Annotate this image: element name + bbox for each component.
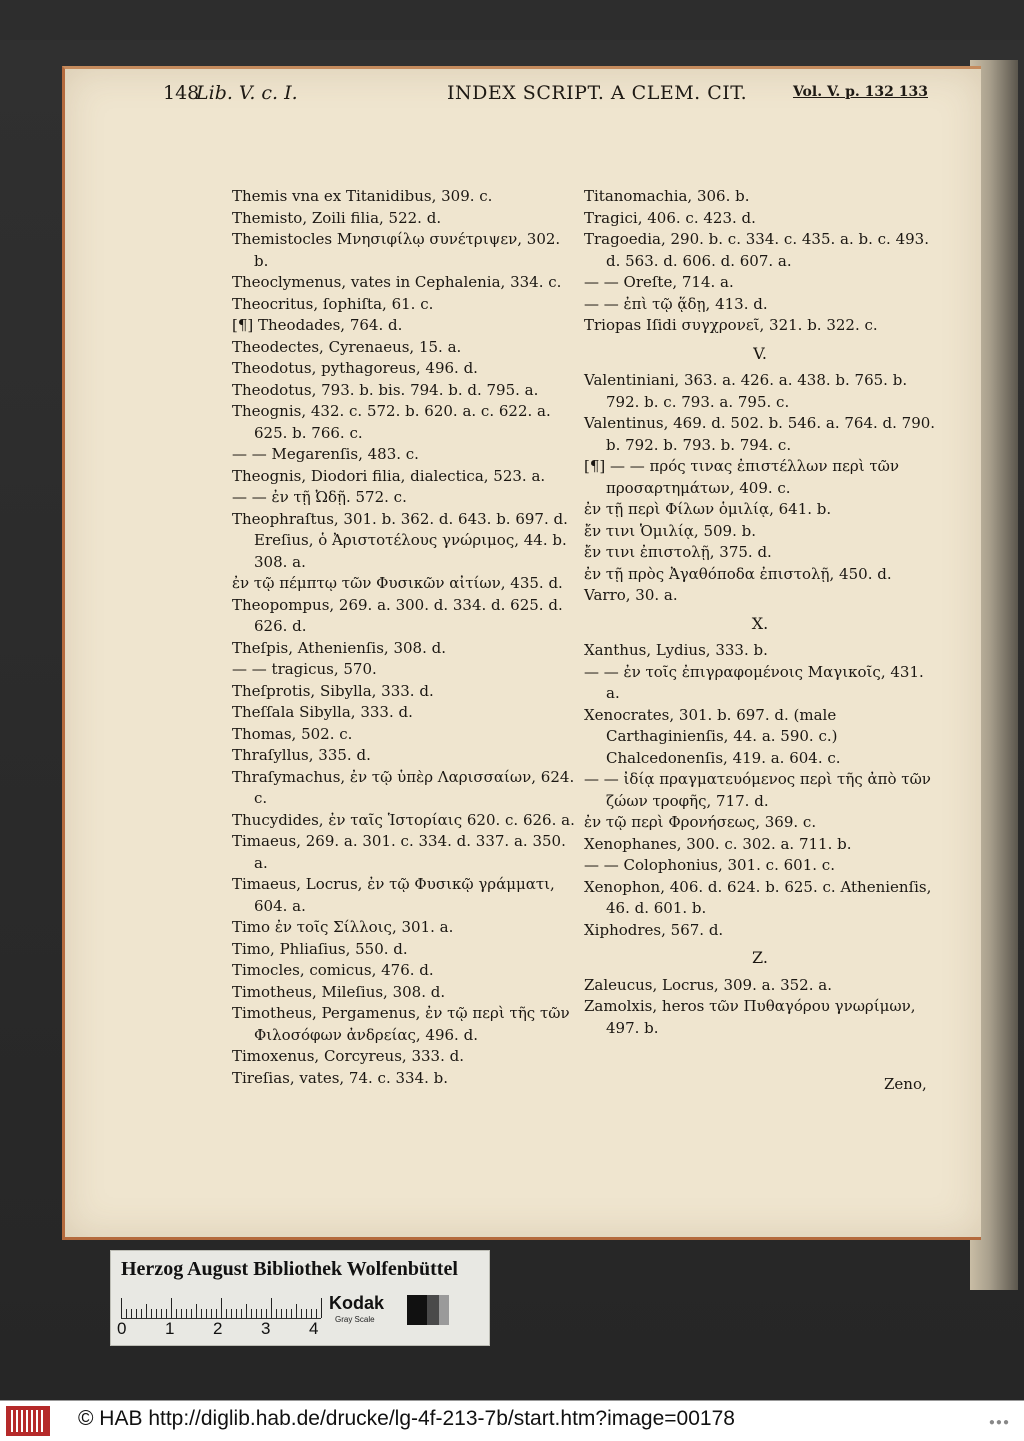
index-entry: Triopas Iſidi συγχρονεῖ, 321. b. 322. c. xyxy=(584,316,878,334)
index-entry: Thomas, 502. c. xyxy=(232,724,353,743)
ruler-tick xyxy=(196,1304,197,1318)
ruler-tick xyxy=(286,1309,287,1318)
ruler-tick xyxy=(206,1309,207,1318)
ruler-tick xyxy=(241,1309,242,1318)
index-entry: Timoxenus, Corcyreus, 333. d. xyxy=(232,1047,464,1065)
ruler-tick xyxy=(176,1309,177,1318)
index-entry: ἔν τινι Ὁμιλίᾳ, 509. b. xyxy=(584,521,756,540)
ruler-number: 4 xyxy=(309,1319,319,1338)
gray-swatch-dark xyxy=(407,1295,427,1325)
index-column-left xyxy=(232,186,577,1089)
index-entry: Timotheus, Pergamenus, ἐν τῷ περὶ τῆς τῶν Φιλοσόφων ἀνδρείας, 496. d. xyxy=(232,1004,570,1044)
ruler-tick xyxy=(251,1309,252,1318)
index-entry: ἐν τῇ περὶ Φίλων ὁμιλίᾳ, 641. b. xyxy=(584,500,832,518)
index-entry: — — Colophonius, 301. c. 601. c. xyxy=(584,856,835,874)
index-entry: — — ἰδίᾳ πραγματευόμενος περὶ τῆς ἀπὸ τῶν ζώων τροφῆς, 717. d. xyxy=(584,770,931,810)
ruler-tick xyxy=(276,1309,277,1318)
ruler-tick xyxy=(191,1309,192,1318)
ruler-tick xyxy=(281,1309,282,1318)
index-entry: [¶] Theodades, 764. d. xyxy=(232,316,403,334)
section-letter: Z. xyxy=(752,948,768,967)
page-header xyxy=(163,82,928,114)
index-entry: Valentinus, 469. d. 502. b. 546. a. 764. d. 790. b. 792. b. 793. b. 794. c. xyxy=(584,414,936,454)
running-title: INDEX SCRIPT. A CLEM. CIT. xyxy=(447,82,748,104)
ruler-tick xyxy=(231,1309,232,1318)
ruler-number: 3 xyxy=(261,1319,271,1338)
index-entry: Xiphodres, 567. d. xyxy=(584,920,724,939)
ruler-tick xyxy=(121,1298,122,1318)
measurement-ruler xyxy=(121,1296,321,1319)
index-entry: Xanthus, Lydius, 333. b. xyxy=(584,641,768,659)
index-entry: Timaeus, 269. a. 301. c. 334. d. 337. a. 350. a. xyxy=(232,832,566,872)
footer-bar xyxy=(0,1400,1024,1441)
ruler-tick xyxy=(261,1309,262,1318)
gray-swatch-mid xyxy=(427,1295,439,1325)
index-entry: Timocles, comicus, 476. d. xyxy=(232,961,434,979)
index-entry: Zaleucus, Locrus, 309. a. 352. a. xyxy=(584,975,832,994)
ruler-tick xyxy=(271,1298,272,1318)
ruler-number: 2 xyxy=(213,1319,223,1338)
gray-scale-label: Gray Scale xyxy=(335,1315,375,1324)
index-entry: Varro, 30. a. xyxy=(584,586,678,604)
index-entry: Theodotus, pythagoreus, 496. d. xyxy=(232,359,478,377)
index-entry: Valentiniani, 363. a. 426. a. 438. b. 765. b. 792. b. c. 793. a. 795. c. xyxy=(584,371,908,411)
index-entry: ἐν τῷ περὶ Φρονήσεως, 369. c. xyxy=(584,813,817,831)
ruler-tick xyxy=(216,1309,217,1318)
ruler-tick xyxy=(321,1298,322,1318)
ruler-tick xyxy=(221,1298,222,1318)
volume-reference: Vol. V. p. 132 133 xyxy=(792,84,928,100)
ruler-tick xyxy=(211,1309,212,1318)
index-entry: [¶] — — πρός τινας ἐπιστέλλων περὶ τῶν προσαρτημάτων, 409. c. xyxy=(584,457,899,497)
ruler-tick xyxy=(236,1309,237,1318)
index-entry: Titanomachia, 306. b. xyxy=(584,187,750,205)
ruler-number: 1 xyxy=(165,1319,175,1338)
ruler-tick xyxy=(266,1309,267,1318)
index-entry: Theoclymenus, vates in Cephalenia, 334. c. xyxy=(232,273,562,291)
index-entry: Timaeus, Locrus, ἐν τῷ Φυσικῷ γράμματι, 604. a. xyxy=(232,875,555,915)
index-entry: Theopompus, 269. a. 300. d. 334. d. 625. d. 626. d. xyxy=(232,595,563,635)
ruler-tick xyxy=(156,1309,157,1318)
index-entry: Xenophon, 406. d. 624. b. 625. c. Athenienſis, 46. d. 601. b. xyxy=(584,877,932,917)
ruler-tick xyxy=(151,1309,152,1318)
ruler-tick xyxy=(256,1309,257,1318)
index-entry: Xenophanes, 300. c. 302. a. 711. b. xyxy=(584,834,852,853)
ruler-tick xyxy=(296,1304,297,1318)
ruler-tick xyxy=(311,1309,312,1318)
gray-swatch-light xyxy=(439,1295,449,1325)
index-entry: — — tragicus, 570. xyxy=(232,660,377,678)
index-entry: Timo ἐν τοῖς Σίλλοις, 301. a. xyxy=(232,918,454,936)
copyright-link[interactable]: © HAB http://diglib.hab.de/drucke/lg-4f-213-7b/start.htm?image=00178 xyxy=(78,1407,735,1430)
index-entry: Theſſala Sibylla, 333. d. xyxy=(232,703,413,721)
index-entry: — — Megarenſis, 483. c. xyxy=(232,445,419,463)
index-entry: Theophraſtus, 301. b. 362. d. 643. b. 697. d. Ereſius, ὁ Ἀριστοτέλους γνώριμος, 44. b. 308. a. xyxy=(232,509,568,571)
section-letter: V. xyxy=(753,343,767,363)
book-section: Lib. V. c. I. xyxy=(196,82,298,104)
ruler-tick xyxy=(126,1309,127,1318)
index-entry: Tragoedia, 290. b. c. 334. c. 435. a. b. c. 493. d. 563. d. 606. d. 607. a. xyxy=(584,230,929,270)
ruler-tick xyxy=(306,1309,307,1318)
catchword: Zeno, xyxy=(884,1075,927,1093)
ruler-tick xyxy=(226,1309,227,1318)
index-entry: — — ἐν τοῖς ἐπιγραφομένοις Μαγικοῖς, 431. a. xyxy=(584,662,924,702)
hab-logo-icon[interactable] xyxy=(6,1406,50,1436)
menu-dots-icon[interactable]: ●●● xyxy=(988,1417,1010,1428)
index-entry: Thraſymachus, ἐν τῷ ὑπὲρ Λαρισσαίων, 624. c. xyxy=(232,767,575,807)
section-letter: X. xyxy=(751,613,769,633)
index-entry: Themisto, Zoili filia, 522. d. xyxy=(232,208,442,227)
index-entry: Xenocrates, 301. b. 697. d. (male Carthaginienſis, 44. a. 590. c.) Chalcedonenſis, 419. a. 604. c. xyxy=(584,705,841,767)
index-entry: Tireſias, vates, 74. c. 334. b. xyxy=(232,1068,449,1087)
ruler-tick xyxy=(246,1304,247,1318)
page-number: 148 xyxy=(163,82,200,104)
index-entry: — — ἐν τῇ Ὠδῇ. 572. c. xyxy=(232,488,407,506)
index-entry: Thucydides, ἐν ταῖς Ἱστορίαις 620. c. 626. a. xyxy=(232,810,575,829)
index-column-right xyxy=(584,186,936,1039)
index-entry: Thraſyllus, 335. d. xyxy=(232,746,371,764)
index-entry: Theodotus, 793. b. bis. 794. b. d. 795. a. xyxy=(232,380,539,399)
index-entry: Theodectes, Cyrenaeus, 15. a. xyxy=(232,337,462,356)
color-calibration-card xyxy=(110,1250,490,1346)
index-entry: Themis vna ex Titanidibus, 309. c. xyxy=(232,187,493,205)
ruler-number: 0 xyxy=(117,1319,127,1338)
ruler-tick xyxy=(131,1309,132,1318)
kodak-brand: Kodak xyxy=(329,1293,385,1313)
ruler-tick xyxy=(291,1309,292,1318)
library-name: Herzog August Bibliothek Wolfenbüttel xyxy=(121,1258,458,1280)
ruler-tick xyxy=(201,1309,202,1318)
index-entry: Tragici, 406. c. 423. d. xyxy=(584,208,756,227)
ruler-tick xyxy=(186,1309,187,1318)
index-entry: Timo, Phliaſius, 550. d. xyxy=(232,939,408,958)
ruler-tick xyxy=(171,1298,172,1318)
ruler-tick xyxy=(161,1309,162,1318)
index-entry: Themistocles Μνησιφίλῳ συνέτριψεν, 302. b. xyxy=(232,230,561,270)
ruler-tick xyxy=(166,1309,167,1318)
ruler-tick xyxy=(141,1309,142,1318)
ruler-tick xyxy=(316,1309,317,1318)
index-entry: ἔν τινι ἐπιστολῇ, 375. d. xyxy=(584,543,772,561)
ruler-tick xyxy=(181,1309,182,1318)
ruler-tick xyxy=(301,1309,302,1318)
index-entry: — — Oreſte, 714. a. xyxy=(584,273,734,291)
index-entry: ἐν τῇ πρὸς Ἀγαθόποδα ἐπιστολῇ, 450. d. xyxy=(584,564,892,583)
ruler-tick xyxy=(146,1304,147,1318)
index-entry: Theſpis, Athenienſis, 308. d. xyxy=(232,638,446,657)
ruler-tick xyxy=(136,1309,137,1318)
index-entry: Theognis, Diodori filia, dialectica, 523. a. xyxy=(232,466,546,485)
index-entry: Theocritus, ſophiſta, 61. c. xyxy=(232,294,434,313)
index-entry: ἐν τῷ πέμπτῳ τῶν Φυσικῶν αἰτίων, 435. d. xyxy=(232,574,563,592)
index-entry: Zamolxis, heros τῶν Πυθαγόρου γνωρίμων, 497. b. xyxy=(584,997,916,1037)
index-entry: Theognis, 432. c. 572. b. 620. a. c. 622. a. 625. b. 766. c. xyxy=(232,402,551,442)
index-entry: — — ἐπὶ τῷ ᾅδῃ, 413. d. xyxy=(584,294,768,313)
index-entry: Theſprotis, Sibylla, 333. d. xyxy=(232,681,434,700)
index-entry: Timotheus, Mileſius, 308. d. xyxy=(232,982,446,1001)
